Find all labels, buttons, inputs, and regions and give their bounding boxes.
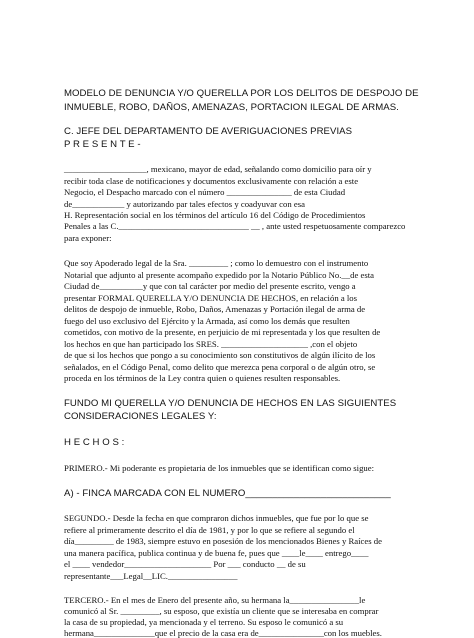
paragraph-line: el ____ vendedor____________________ Por ___ conducto __ de su: [64, 559, 306, 569]
paragraph-line: representante___Legal__LIC.________________: [64, 571, 238, 581]
paragraph-line: Notarial que adjunto al presente acompaño expedido por la Notario Público No.__de esta: [64, 270, 375, 280]
paragraph-line: para exponer:: [64, 233, 112, 243]
paragraph-line: Penales a las C.______________________________ __ , ante usted respetuosamente comparezco: [64, 221, 406, 231]
paragraph-line: cometidos, con motivo de la presente, en perjuicio de mi representada y los que resulten de: [64, 327, 381, 337]
paragraph-line: señalados, en el Código Penal, como delito que merezca pena corporal o de algún otro, se: [64, 362, 376, 372]
paragraph-line: refiere al primeramente descrito el día de 1981, y por lo que se refiere al segundo el: [64, 525, 355, 535]
paragraph-line: delitos de despojo de inmueble, Robo, Daños, Amenazas y Portación ilegal de arma de: [64, 304, 366, 314]
paragraph-line: TERCERO.- En el mes de Enero del presente año, su hermana la________________le: [64, 595, 366, 605]
finca-a-line: A) - FINCA MARCADA CON EL NUMERO___________________________: [64, 488, 391, 499]
paragraph-line: recibir toda clase de notificaciones y documentos exclusivamente con relación a este: [64, 176, 359, 186]
primero-paragraph: PRIMERO.- Mi poderante es propietaria de los inmuebles que se identifican como sigue:: [64, 463, 375, 473]
paragraph-line: H. Representación social en los términos del artículo 16 del Código de Procedimientos: [64, 210, 366, 220]
title-line-2: INMUEBLE, ROBO, DAÑOS, AMENAZAS, PORTACION ILEGAL DE ARMAS.: [64, 102, 399, 113]
paragraph-line: comunicó al Sr. _________, su esposo, que existía un cliente que se interesaba en comprar: [64, 606, 379, 616]
title-line-1: MODELO DE DENUNCIA Y/O QUERELLA POR LOS DELITOS DE DESPOJO DE: [64, 88, 419, 99]
paragraph-line: la casa de su propiedad, ya mencionada y el terreno. Su esposo le comunicó a su: [64, 617, 344, 627]
paragraph-line: Negocio, el Despacho marcado con el número _______________ de esta Ciudad: [64, 187, 346, 197]
paragraph-line: los hechos en que han participado los SRES. ____________________ ,con el objeto: [64, 339, 358, 349]
paragraph-line: una manera pacífica, publica continua y de buena fe, pues que ____le____ entrego____: [64, 548, 369, 558]
paragraph-line: Ciudad de__________y que con tal carácter por medio del presente escrito, vengo a: [64, 281, 356, 291]
fundamentos-line-1: FUNDO MI QUERELLA Y/O DENUNCIA DE HECHOS EN LAS SIGUIENTES: [64, 398, 397, 409]
paragraph-line: de____________ y autorizando par tales efectos y coadyuvar con esa: [64, 199, 305, 209]
fundamentos-line-2: CONSIDERACIONES LEGALES Y:: [64, 411, 217, 422]
addressee-line-1: C. JEFE DEL DEPARTAMENTO DE AVERIGUACIONES PREVIAS: [64, 126, 353, 137]
paragraph-line: ___________________, mexicano, mayor de edad, señalando como domicilio para oír y: [64, 164, 372, 174]
paragraph-line: de que si los hechos que pongo a su conocimiento son constitutivos de algún ilícito de los: [64, 350, 376, 360]
paragraph-line: proceda en los términos de la Ley contra quien o quienes resulten responsables.: [64, 373, 341, 383]
paragraph-line: hermana______________que el precio de la casa era de_______________con los muebles.: [64, 628, 382, 638]
addressee-line-2: P R E S E N T E -: [64, 139, 141, 150]
paragraph-line: Que soy Apoderado legal de la Sra. _________ ; como lo demuestro con el instrumento: [64, 258, 369, 268]
paragraph-line: presentar FORMAL QUERELLA Y/O DENUNCIA DE HECHOS, en relación a los: [64, 293, 357, 303]
hechos-heading: H E C H O S :: [64, 437, 125, 448]
paragraph-line: SEGUNDO.- Desde la fecha en que compraron dichos inmuebles, que fue por lo que se: [64, 513, 369, 523]
paragraph-line: día_________ de 1983, siempre estuvo en posesión de los mencionados Bienes y Raíces de: [64, 536, 382, 546]
paragraph-line: fuego del uso exclusivo del Ejército y la Armada, así como los demás que resulten: [64, 316, 350, 326]
